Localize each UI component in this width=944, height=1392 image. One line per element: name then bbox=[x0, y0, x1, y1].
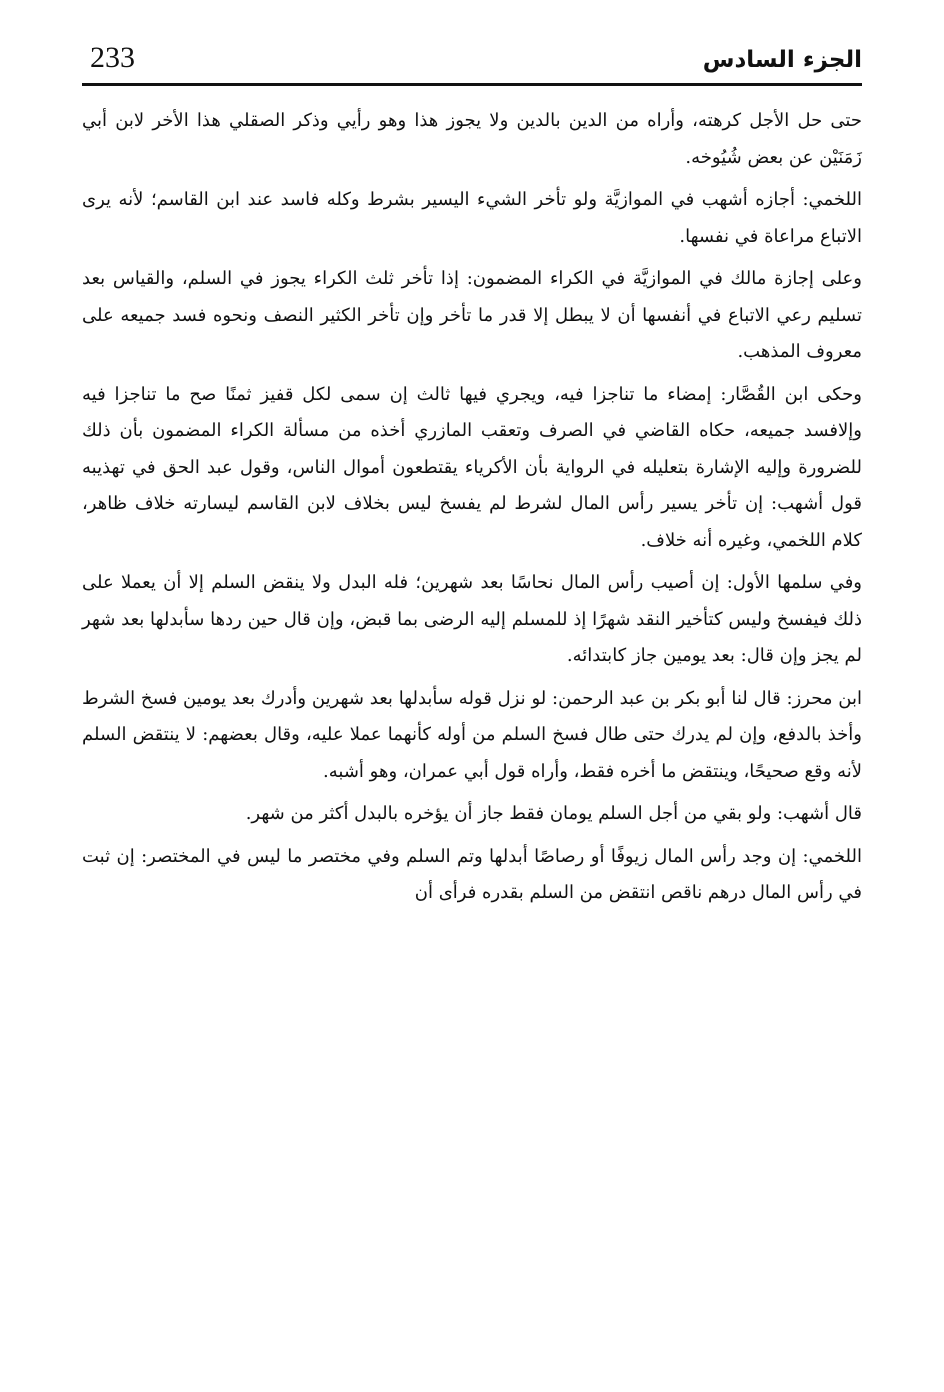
paragraph: حتى حل الأجل كرهته، وأراه من الدين بالدين ولا يجوز هذا وهو رأيي وذكر الصقلي هذا الأخر لابن أبي زَمَنَيْن عن بعض شُيُوخه. bbox=[82, 110, 862, 168]
header-rule bbox=[82, 83, 862, 86]
running-title: الجزء السادس bbox=[702, 47, 862, 73]
paragraph: اللخمي: أجازه أشهب في الموازيَّة ولو تأخر الشيء اليسير بشرط وكله فاسد عند ابن القاسم؛ لأنه يرى الاتباع مراعاة في نفسها. bbox=[82, 189, 862, 247]
paragraph: قال أشهب: ولو بقي من أجل السلم يومان فقط جاز أن يؤخره بالبدل أكثر من شهر. bbox=[245, 803, 862, 824]
body-text bbox=[82, 103, 862, 918]
page-number: 233 bbox=[90, 41, 135, 74]
paragraph: اللخمي: إن وجد رأس المال زيوفًا أو رصاصًا أبدلها وتم السلم وفي مختصر ما ليس في المختصر: إن ثبت في رأس المال درهم ناقص انتقض من السلم بقدره فرأى أن bbox=[82, 845, 862, 903]
page-header bbox=[82, 38, 862, 86]
paragraph: وعلى إجازة مالك في الموازيَّة في الكراء المضمون: إذا تأخر ثلث الكراء يجوز في السلم، والقياس بعد تسليم رعي الاتباع في أنفسها أن لا يبطل إلا قدر ما تأخر وإن تأخر الكثير النصف ونحوه فسد جميعه على معروف المذهب. bbox=[82, 268, 862, 362]
paragraph: وحكى ابن القُصَّار: إمضاء ما تناجزا فيه، ويجري فيها ثالث إن سمى لكل قفيز ثمنًا صح ما تناجزا فيه وإلافسد جميعه، حكاه القاضي في الصرف وتعقب المازري أخذه من مسألة الكراء المضمون بأن ذلك للضرورة وإليه الإشارة بتعليله في الرواية بأن الأكرياء يقتطعون أموال الناس، وقول عبد الحق في تهذيبه قول أشهب: إن تأخر يسير رأس المال لشرط لم يفسخ ليس بخلاف لابن القاسم ليسارته خلاف ظاهر، كلام اللخمي، وغيره أنه خلاف. bbox=[82, 383, 862, 551]
paragraph: وفي سلمها الأول: إن أصيب رأس المال نحاسًا بعد شهرين؛ فله البدل ولا ينقض السلم إلا أن يعملا على ذلك فيفسخ وليس كتأخير النقد شهرًا إذ للمسلم إليه الرضى بما قبض، وإن قال حين ردها سأبدلها بعد شهر لم يجز وإن قال: بعد يومين جاز كابتدائه. bbox=[82, 572, 862, 666]
paragraph: ابن محرز: قال لنا أبو بكر بن عبد الرحمن: لو نزل قوله سأبدلها بعد شهرين وأدرك بعد يومين فسخ الشرط وأخذ بالدفع، وإن لم يدرك حتى طال فسخ السلم من أوله كأنهما عملا عليه، وقال بعضهم: لا ينتقض السلم لأنه وقع صحيحًا، وينتقض ما أخره فقط، وأراه قول أبي عمران، وهو أشبه. bbox=[82, 687, 862, 782]
